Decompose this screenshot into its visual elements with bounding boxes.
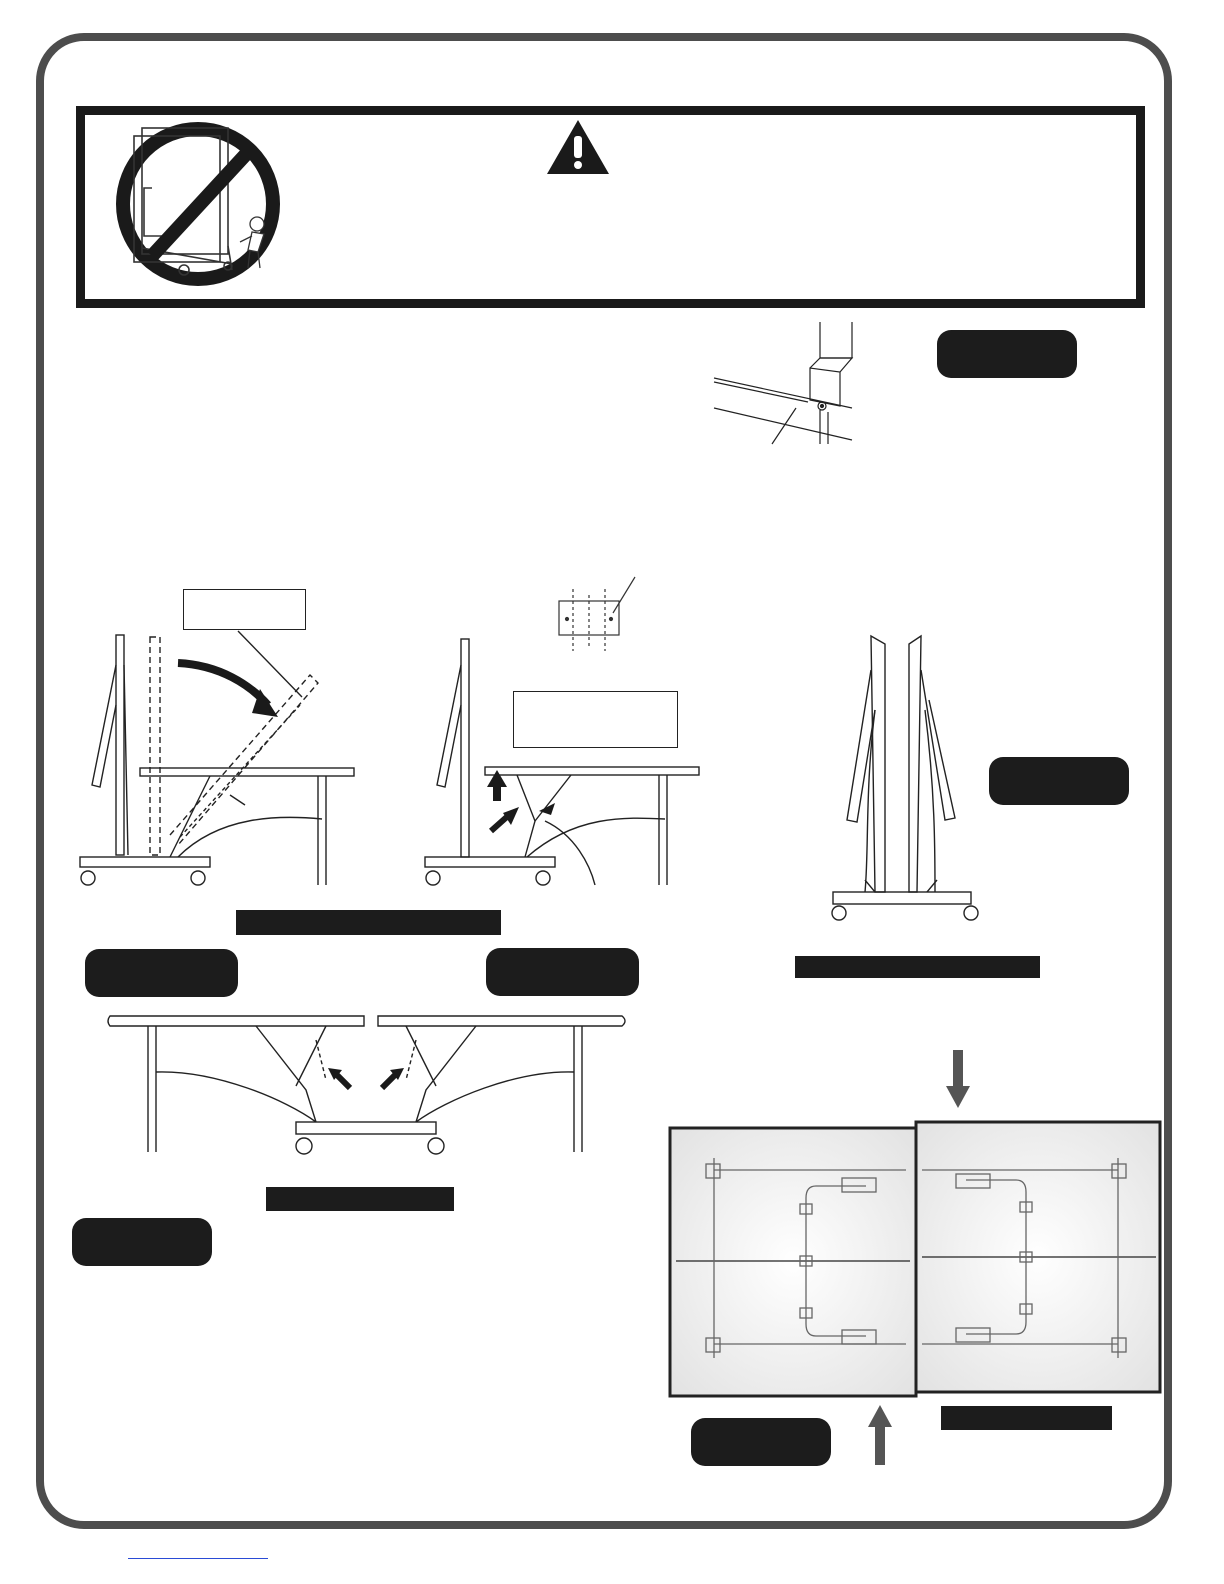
label-step-e <box>72 1218 212 1266</box>
callout-box-fold <box>183 589 306 630</box>
table-fully-opened <box>106 1010 636 1160</box>
up-arrow-icon <box>868 1405 892 1465</box>
table-half-folding-down <box>70 625 370 895</box>
caption-bar-top-view <box>941 1406 1112 1430</box>
caption-bar-storage <box>795 956 1040 978</box>
table-top-view-halves-joined <box>666 1118 1166 1403</box>
label-step-a <box>937 330 1077 378</box>
label-step-d <box>486 948 639 996</box>
warning-triangle-icon <box>545 118 611 176</box>
table-half-locked-open <box>415 635 715 895</box>
footer-link-underline[interactable] <box>128 1558 268 1559</box>
label-step-c <box>85 949 238 997</box>
no-upright-table-icon <box>112 118 292 288</box>
caption-bar-play <box>266 1187 454 1211</box>
down-arrow-icon <box>946 1050 970 1110</box>
caption-bar-fold <box>236 910 501 935</box>
label-step-f <box>691 1418 831 1466</box>
table-folded-upright <box>825 630 985 930</box>
label-step-b <box>989 757 1129 805</box>
hinge-bracket-detail <box>712 320 872 450</box>
